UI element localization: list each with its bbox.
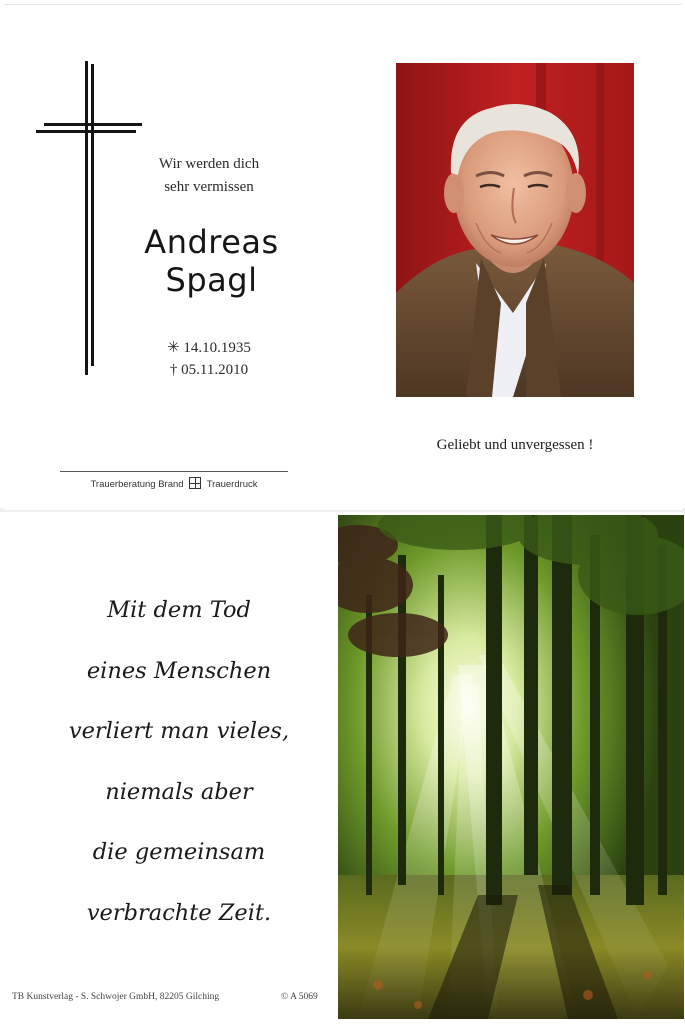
subtitle-line-2: sehr vermissen: [164, 179, 254, 195]
death-date: † 05.11.2010: [169, 362, 249, 378]
poem-line: eines Menschen: [86, 657, 272, 684]
poem-line: Mit dem Tod: [107, 597, 251, 623]
portrait-illustration: [396, 63, 634, 397]
memorial-poem: [20, 595, 338, 958]
poem-line: niemals aber: [105, 778, 253, 805]
condolence-subtitle: [134, 153, 284, 199]
life-dates: [144, 337, 274, 381]
credit-right: Trauerdruck: [206, 479, 258, 490]
article-code: © A 5069: [281, 992, 318, 1002]
poem-line: verbrachte Zeit.: [86, 899, 272, 926]
poem-line: die gemeinsam: [92, 839, 266, 865]
credit-left: Trauerberatung Brand: [90, 479, 184, 490]
cross-icon: [34, 61, 144, 379]
birth-date: ✳ 14.10.1935: [167, 340, 251, 356]
last-name: Spagl: [165, 261, 258, 299]
front-quote: Geliebt und unvergessen !: [436, 437, 594, 453]
printer-credit: [60, 477, 288, 490]
subtitle-line-1: Wir werden dich: [158, 156, 260, 172]
cross-box-icon: [189, 477, 201, 489]
forest-illustration: [338, 515, 684, 1019]
poem-line: verliert man vieles,: [68, 718, 290, 744]
footer-divider: [60, 471, 288, 472]
publisher-credit: TB Kunstverlag - S. Schwojer GmbH, 82205 Gilching: [12, 992, 220, 1002]
portrait-photo: [396, 63, 634, 397]
first-name: Andreas: [144, 223, 279, 261]
memorial-card-front: [4, 4, 682, 510]
deceased-name: [124, 223, 299, 299]
forest-sunrays-photo: [338, 515, 684, 1019]
